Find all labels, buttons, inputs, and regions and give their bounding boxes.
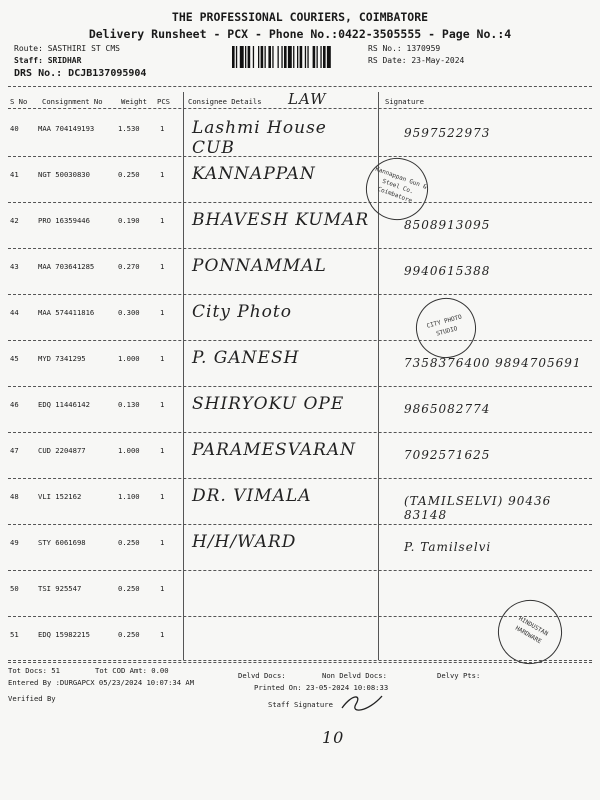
row-divider xyxy=(8,248,592,249)
row-signature-handwritten: 7092571625 xyxy=(404,448,491,462)
row-consignment-number: VLI 152162 xyxy=(38,492,82,501)
row-consignee-handwritten: H/H/WARD xyxy=(192,532,297,552)
row-divider xyxy=(8,386,592,387)
doc-title: THE PROFESSIONAL COURIERS, COIMBATORE xyxy=(171,10,429,24)
row-signature-handwritten: 9865082774 xyxy=(404,402,491,416)
row-consignment-number: MAA 703641285 xyxy=(38,262,95,271)
barcode-bar xyxy=(261,46,264,68)
row-pieces: 1 xyxy=(160,492,165,501)
row-consignment-number: MAA 574411816 xyxy=(38,308,95,317)
barcode-bar xyxy=(278,46,279,68)
col-header-signature: Signature xyxy=(385,97,424,106)
row-divider xyxy=(8,524,592,525)
barcode-bar xyxy=(300,46,303,68)
barcode-bar xyxy=(272,46,273,68)
row-weight: 1.530 xyxy=(118,124,140,133)
divider xyxy=(8,86,592,87)
row-pieces: 1 xyxy=(160,262,165,271)
barcode-bar xyxy=(240,46,244,68)
row-pieces: 1 xyxy=(160,400,165,409)
column-divider xyxy=(183,92,184,660)
row-signature-handwritten: (TAMILSELVI) 90436 83148 xyxy=(404,494,552,522)
barcode-bar xyxy=(253,46,254,68)
rs-date: RS Date: 23-May-2024 xyxy=(368,56,465,65)
row-pieces: 1 xyxy=(160,584,165,593)
entered-by: Entered By :DURGAPCX 05/23/2024 10:07:34 AM xyxy=(8,678,195,687)
row-divider xyxy=(8,662,592,663)
row-pieces: 1 xyxy=(160,170,165,179)
row-consignment-number: CUD 2204877 xyxy=(38,446,86,455)
barcode-bar xyxy=(284,46,287,68)
barcode-bar xyxy=(258,46,259,68)
col-header-consignment: Consignment No xyxy=(42,97,103,106)
barcode-bar xyxy=(245,46,246,68)
row-consignee-handwritten: DR. VIMALA xyxy=(192,486,312,506)
row-consignee-handwritten: PONNAMMAL xyxy=(192,256,327,276)
row-serial-number: 42 xyxy=(10,216,19,225)
row-weight: 1.000 xyxy=(118,354,140,363)
row-signature-handwritten: 8508913095 xyxy=(404,218,491,232)
barcode-bar xyxy=(313,46,316,68)
row-consignment-number: EDQ 15982215 xyxy=(38,630,90,639)
col-header-sno: S No xyxy=(10,97,28,106)
row-consignment-number: NGT 50030830 xyxy=(38,170,90,179)
row-consignee-handwritten: City Photo xyxy=(192,302,292,322)
row-weight: 1.100 xyxy=(118,492,140,501)
stamp-hindustan: HINDUSTAN HARDWARE xyxy=(486,588,573,675)
barcode-bar xyxy=(265,46,266,68)
row-consignee-handwritten: KANNAPPAN xyxy=(192,164,316,184)
staff-label: Staff: SRIDHAR xyxy=(14,56,82,65)
row-serial-number: 51 xyxy=(10,630,19,639)
handwritten-page-mark: 10 xyxy=(322,728,345,747)
col-header-pcs: PCS xyxy=(157,97,170,106)
row-serial-number: 41 xyxy=(10,170,19,179)
row-divider xyxy=(8,156,592,157)
col-header-consignee: Consignee Details xyxy=(188,97,262,106)
doc-subtitle: Delivery Runsheet - PCX - Phone No.:0422-3505555 - Page No.:4 xyxy=(88,27,512,41)
row-consignment-number: MAA 704149193 xyxy=(38,124,95,133)
barcode-bar xyxy=(307,46,308,68)
barcode-bar xyxy=(293,46,294,68)
staff-signature-label: Staff Signature xyxy=(268,700,333,709)
row-pieces: 1 xyxy=(160,446,165,455)
row-pieces: 1 xyxy=(160,354,165,363)
row-divider xyxy=(8,570,592,571)
row-divider xyxy=(8,202,592,203)
barcode-bar xyxy=(268,46,271,68)
row-consignee-handwritten: Lashmi House CUB xyxy=(192,118,327,158)
row-serial-number: 40 xyxy=(10,124,19,133)
row-pieces: 1 xyxy=(160,538,165,547)
row-consignment-number: TSI 925547 xyxy=(38,584,82,593)
row-consignment-number: MYD 7341295 xyxy=(38,354,86,363)
row-weight: 0.250 xyxy=(118,584,140,593)
barcode-bar xyxy=(297,46,298,68)
printed-on: Printed On: 23-05-2024 10:08:33 xyxy=(254,683,389,692)
stamp-city-photo: CITY PHOTO STUDIO xyxy=(409,291,482,364)
barcode-bar xyxy=(317,46,318,68)
staff-signature-scribble xyxy=(338,690,388,716)
row-divider xyxy=(8,294,592,295)
divider xyxy=(8,108,592,109)
row-serial-number: 48 xyxy=(10,492,19,501)
verified-by-label: Verified By xyxy=(8,694,56,703)
col-header-weight: Weight xyxy=(121,97,147,106)
row-weight: 0.250 xyxy=(118,170,140,179)
barcode-bar xyxy=(248,46,251,68)
barcode-bar xyxy=(320,46,321,68)
row-divider xyxy=(8,432,592,433)
barcode-bar xyxy=(281,46,282,68)
non-delivered-docs: Non Delvd Docs: xyxy=(322,671,387,680)
row-consignment-number: STY 6061698 xyxy=(38,538,86,547)
row-serial-number: 50 xyxy=(10,584,19,593)
row-weight: 0.250 xyxy=(118,538,140,547)
row-serial-number: 43 xyxy=(10,262,19,271)
barcode-bar xyxy=(327,46,331,68)
row-divider xyxy=(8,340,592,341)
row-serial-number: 47 xyxy=(10,446,19,455)
divider xyxy=(8,660,592,661)
row-weight: 0.300 xyxy=(118,308,140,317)
row-signature-handwritten: 7358376400 9894705691 xyxy=(404,356,582,370)
row-consignee-handwritten: P. GANESH xyxy=(192,348,300,368)
barcode xyxy=(232,46,362,68)
stamp-kannappan: Kannappan Gun & Steel Co. Coimbatore xyxy=(357,149,436,228)
row-divider xyxy=(8,478,592,479)
drs-number: DRS No.: DCJB137095904 xyxy=(14,68,147,79)
row-serial-number: 45 xyxy=(10,354,19,363)
barcode-bar xyxy=(323,46,326,68)
barcode-bar xyxy=(236,46,237,68)
delivery-points: Delvy Pts: xyxy=(437,671,481,680)
row-pieces: 1 xyxy=(160,216,165,225)
barcode-bar xyxy=(232,46,235,68)
row-serial-number: 49 xyxy=(10,538,19,547)
row-serial-number: 46 xyxy=(10,400,19,409)
row-weight: 0.190 xyxy=(118,216,140,225)
barcode-bar xyxy=(305,46,306,68)
rs-number: RS No.: 1370959 xyxy=(368,44,441,53)
row-consignment-number: EDQ 11446142 xyxy=(38,400,90,409)
delivered-docs: Delvd Docs: xyxy=(238,671,286,680)
row-weight: 0.250 xyxy=(118,630,140,639)
total-cod: Tot COD Amt: 0.00 xyxy=(95,666,169,675)
row-consignment-number: PRO 16359446 xyxy=(38,216,90,225)
handwritten-law: LAW xyxy=(288,90,327,108)
row-consignee-handwritten: SHIRYOKU OPE xyxy=(192,394,345,414)
row-signature-handwritten: 9940615388 xyxy=(404,264,491,278)
row-serial-number: 44 xyxy=(10,308,19,317)
row-weight: 0.270 xyxy=(118,262,140,271)
row-signature-handwritten: 9597522973 xyxy=(404,126,491,140)
total-docs: Tot Docs: 51 xyxy=(8,666,60,675)
row-consignee-handwritten: BHAVESH KUMAR xyxy=(192,210,370,230)
row-pieces: 1 xyxy=(160,308,165,317)
row-consignee-handwritten: PARAMESVARAN xyxy=(192,440,357,460)
route-label: Route: SASTHIRI ST CMS xyxy=(14,44,120,53)
row-signature-handwritten: P. Tamilselvi xyxy=(404,540,492,554)
barcode-bar xyxy=(288,46,292,68)
row-pieces: 1 xyxy=(160,630,165,639)
row-pieces: 1 xyxy=(160,124,165,133)
row-weight: 1.000 xyxy=(118,446,140,455)
row-weight: 0.130 xyxy=(118,400,140,409)
